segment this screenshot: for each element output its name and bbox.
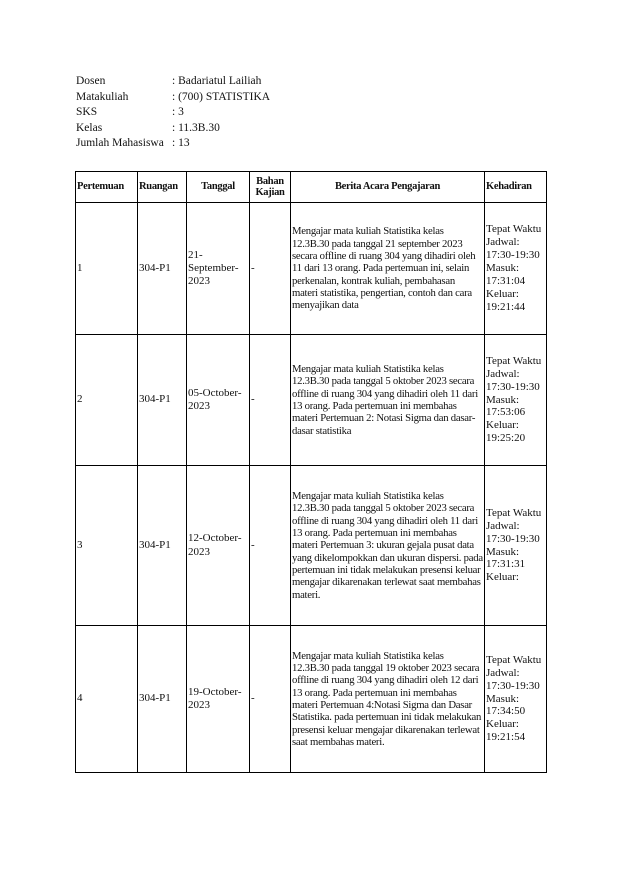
col-header-pertemuan: Pertemuan [76, 172, 138, 203]
info-label: Dosen [76, 75, 106, 87]
info-value: : Badariatul Lailiah [172, 75, 262, 87]
info-value: : (700) STATISTIKA [172, 90, 271, 103]
table-row [76, 203, 547, 335]
cell-tanggal: 21-September-2023 [187, 203, 250, 335]
cell-berita-acara: Mengajar mata kuliah Statistika kelas 12.3B.30 pada tanggal 21 september 2023 secara offline di ruang 304 yang dihadiri oleh 11 dari 13 orang. Pada pertemuan ini, selain perkenalan, kontrak kuliah, pembahasan materi statistika, pengertian, contoh dan cara menyajikan data [291, 203, 485, 335]
cell-ruangan: 304-P1 [138, 203, 187, 335]
cell-bahan-kajian: - [250, 203, 291, 335]
info-value: : 3 [172, 106, 184, 119]
col-header-ruangan: Ruangan [138, 172, 187, 203]
info-value: : 13 [172, 137, 190, 150]
cell-berita-acara: Mengajar mata kuliah Statistika kelas 12.3B.30 pada tanggal 5 oktober 2023 secara offline di ruang 304 yang dihadiri oleh 11 dari 13 orang. Pada pertemuan ini membahas materi Pertemuan 3: ukuran gejala pusat data yang dikelompokkan dan ukuran dispersi. pada pertemuan ini tidak melakukan presensi keluar mengajar dikarenakan terlewat saat membahas materi. [291, 466, 485, 626]
cell-bahan-kajian: - [250, 466, 291, 626]
cell-ruangan: 304-P1 [138, 335, 187, 466]
cell-tanggal: 05-October-2023 [187, 335, 250, 466]
cell-ruangan: 304-P1 [138, 626, 187, 773]
cell-ruangan: 304-P1 [138, 466, 187, 626]
info-row-jumlah-mahasiswa [76, 136, 270, 152]
col-header-bahan-kajian: Bahan Kajian [250, 172, 291, 203]
cell-tanggal: 12-October-2023 [187, 466, 250, 626]
teaching-log-table [75, 171, 547, 773]
cell-kehadiran: Tepat Waktu Jadwal: 17:30-19:30 Masuk: 17:31:31 Keluar: [485, 466, 547, 626]
info-row-matakuliah [76, 90, 270, 106]
cell-tanggal: 19-October-2023 [187, 626, 250, 773]
info-row-kelas [76, 121, 270, 137]
course-info [76, 74, 270, 152]
cell-kehadiran: Tepat Waktu Jadwal: 17:30-19:30 Masuk: 17:53:06 Keluar: 19:25:20 [485, 335, 547, 466]
cell-bahan-kajian: - [250, 626, 291, 773]
cell-kehadiran: Tepat Waktu Jadwal: 17:30-19:30 Masuk: 17:34:50 Keluar: 19:21:54 [485, 626, 547, 773]
info-label: Kelas [76, 121, 103, 134]
table-header-row [76, 172, 547, 203]
cell-kehadiran: Tepat Waktu Jadwal: 17:30-19:30 Masuk: 17:31:04 Keluar: 19:21:44 [485, 203, 547, 335]
table-row [76, 626, 547, 773]
cell-berita-acara: Mengajar mata kuliah Statistika kelas 12.3B.30 pada tanggal 19 oktober 2023 secara offline di ruang 304 yang dihadiri oleh 12 dari 13 orang. Pada pertemuan ini membahas materi Pertemuan 4:Notasi Sigma dan Dasar Statistika. pada pertemuan ini tidak melakukan presensi keluar mengajar dikarenakan terlewat saat membahas materi. [291, 626, 485, 773]
info-label: SKS [76, 106, 98, 119]
cell-berita-acara: Mengajar mata kuliah Statistika kelas 12.3B.30 pada tanggal 5 oktober 2023 secara offline di ruang 304 yang dihadiri oleh 11 dari 13 orang. Pada pertemuan ini membahas materi Pertemuan 2: Notasi Sigma dan dasar-dasar statistika [291, 335, 485, 466]
table-row [76, 335, 547, 466]
col-header-berita-acara: Berita Acara Pengajaran [291, 172, 485, 203]
info-label: Matakuliah [76, 90, 129, 103]
col-header-kehadiran: Kehadiran [485, 172, 547, 203]
table-row [76, 466, 547, 626]
info-row-dosen [76, 74, 270, 90]
cell-bahan-kajian: - [250, 335, 291, 466]
cell-pertemuan: 1 [76, 203, 138, 335]
info-label: Jumlah Mahasiswa [76, 137, 164, 150]
cell-pertemuan: 3 [76, 466, 138, 626]
info-row-sks [76, 105, 270, 121]
cell-pertemuan: 4 [76, 626, 138, 773]
cell-pertemuan: 2 [76, 335, 138, 466]
info-value: : 11.3B.30 [172, 121, 220, 134]
col-header-tanggal: Tanggal [187, 172, 250, 203]
